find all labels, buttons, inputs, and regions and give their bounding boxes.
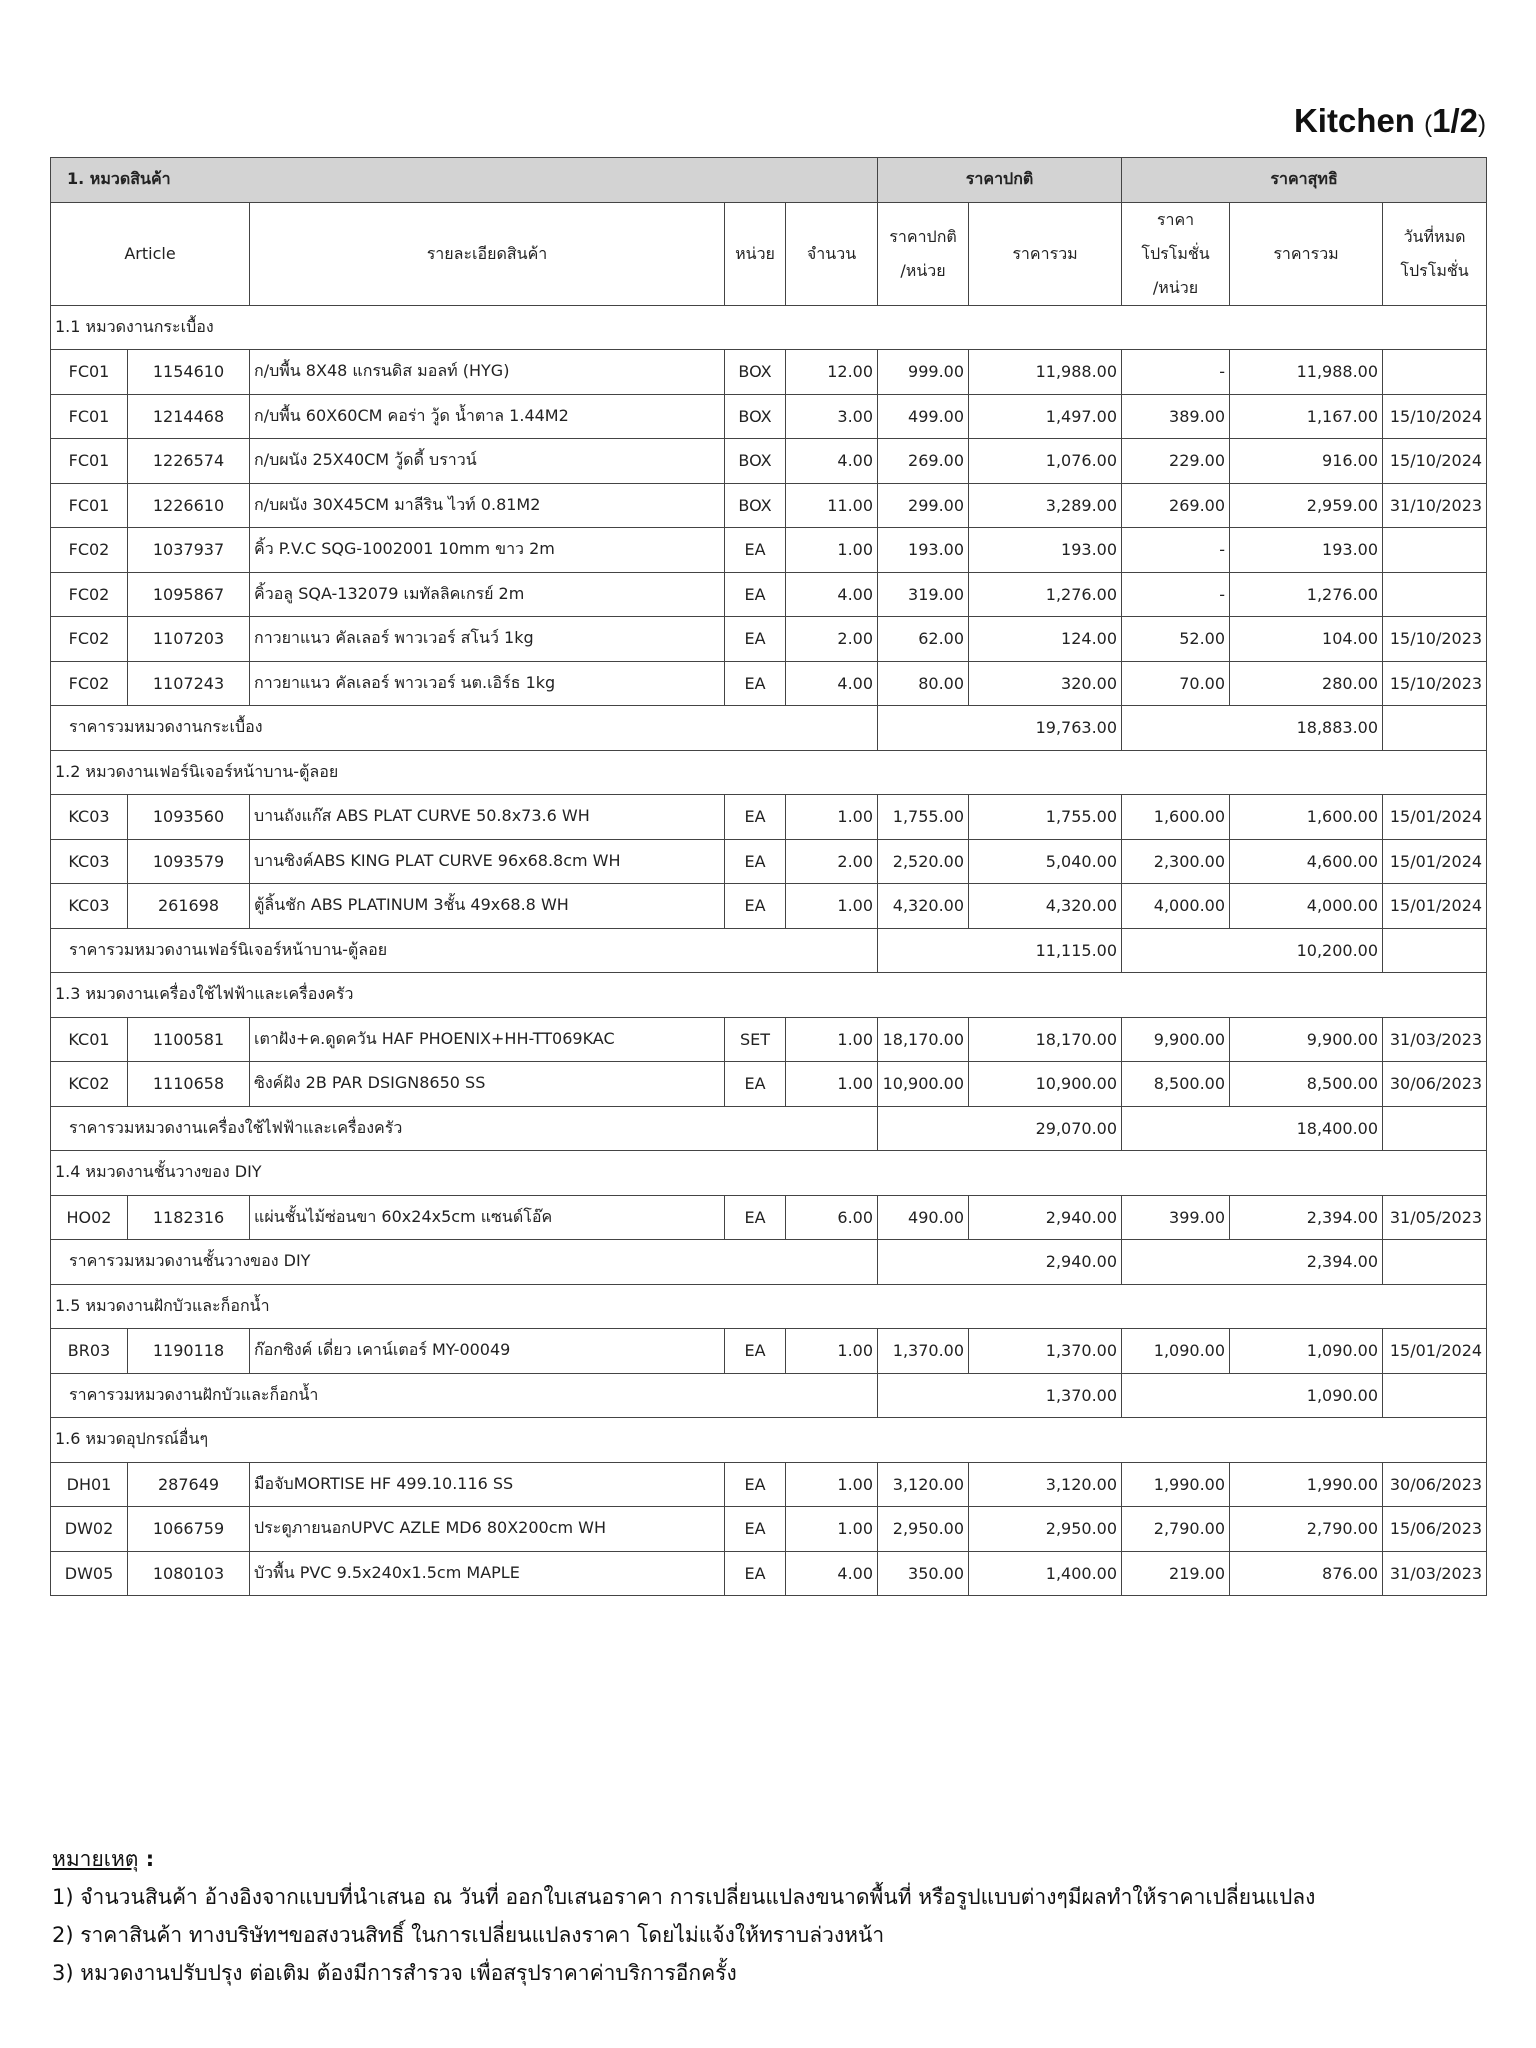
- item-net-total: 1,090.00: [1230, 1329, 1383, 1374]
- subtotal-empty: [1383, 1240, 1487, 1285]
- item-total: 3,120.00: [969, 1462, 1122, 1507]
- subtotal-empty: [1383, 706, 1487, 751]
- table-row: [51, 1062, 1487, 1107]
- item-description: บัวพื้น PVC 9.5x240x1.5cm MAPLE: [250, 1551, 725, 1596]
- item-unit: EA: [725, 839, 786, 884]
- subtotal-value: 2,940.00: [878, 1240, 1122, 1285]
- item-article: 287649: [128, 1462, 250, 1507]
- item-expiry: 15/10/2023: [1383, 617, 1487, 662]
- item-qty: 1.00: [786, 795, 878, 840]
- item-code: KC01: [51, 1017, 128, 1062]
- item-unit: BOX: [725, 483, 786, 528]
- item-expiry: [1383, 572, 1487, 617]
- item-description: บานซิงค์ABS KING PLAT CURVE 96x68.8cm WH: [250, 839, 725, 884]
- item-total: 3,289.00: [969, 483, 1122, 528]
- item-price: 80.00: [878, 661, 969, 706]
- header-category: 1. หมวดสินค้า: [51, 158, 878, 203]
- item-expiry: 15/06/2023: [1383, 1507, 1487, 1552]
- subtotal-label: ราคารวมหมวดงานชั้นวางของ DIY: [51, 1240, 878, 1285]
- item-promo-price: 52.00: [1122, 617, 1230, 662]
- item-description: ก/บพื้น 60X60CM คอร่า วู้ด น้ำตาล 1.44M2: [250, 394, 725, 439]
- table-row: [51, 661, 1487, 706]
- table-row: [51, 483, 1487, 528]
- item-promo-price: 1,090.00: [1122, 1329, 1230, 1374]
- item-expiry: 30/06/2023: [1383, 1462, 1487, 1507]
- item-article: 1214468: [128, 394, 250, 439]
- col-detail: รายละเอียดสินค้า: [250, 202, 725, 305]
- item-price: 2,520.00: [878, 839, 969, 884]
- item-qty: 12.00: [786, 350, 878, 395]
- section-title: 1.5 หมวดงานฝักบัวและก็อกน้ำ: [51, 1284, 1487, 1329]
- subtotal-row: [51, 706, 1487, 751]
- item-article: 1037937: [128, 528, 250, 573]
- item-unit: EA: [725, 572, 786, 617]
- net-subtotal-value: 2,394.00: [1122, 1240, 1383, 1285]
- item-code: KC02: [51, 1062, 128, 1107]
- item-total: 11,988.00: [969, 350, 1122, 395]
- item-article: 1095867: [128, 572, 250, 617]
- notes-title-colon: :: [138, 1847, 155, 1871]
- col-expiry-line2: โปรโมชั่น: [1400, 260, 1469, 280]
- item-promo-price: -: [1122, 528, 1230, 573]
- item-expiry: [1383, 350, 1487, 395]
- item-expiry: 31/03/2023: [1383, 1017, 1487, 1062]
- quotation-table: [50, 157, 1487, 1596]
- col-promo-price: [1122, 202, 1230, 305]
- item-unit: EA: [725, 1462, 786, 1507]
- item-qty: 4.00: [786, 1551, 878, 1596]
- item-promo-price: -: [1122, 572, 1230, 617]
- item-unit: BOX: [725, 394, 786, 439]
- net-subtotal-value: 18,883.00: [1122, 706, 1383, 751]
- subtotal-value: 29,070.00: [878, 1106, 1122, 1151]
- item-description: คิ้วอลู SQA-132079 เมทัลลิคเกรย์ 2m: [250, 572, 725, 617]
- item-description: ก๊อกซิงค์ เดี่ยว เคาน์เตอร์ MY-00049: [250, 1329, 725, 1374]
- item-description: ก/บผนัง 25X40CM วู้ดดี้ บราวน์: [250, 439, 725, 484]
- section-title: 1.3 หมวดงานเครื่องใช้ไฟฟ้าและเครื่องครัว: [51, 973, 1487, 1018]
- notes-block: [52, 1840, 1315, 1992]
- item-price: 193.00: [878, 528, 969, 573]
- table-row: [51, 439, 1487, 484]
- item-code: KC03: [51, 795, 128, 840]
- col-qty: จำนวน: [786, 202, 878, 305]
- item-description: ตู้ลิ้นชัก ABS PLATINUM 3ชั้น 49x68.8 WH: [250, 884, 725, 929]
- page-title-close-paren: ): [1478, 111, 1486, 138]
- item-code: KC03: [51, 884, 128, 929]
- item-net-total: 11,988.00: [1230, 350, 1383, 395]
- item-article: 1093579: [128, 839, 250, 884]
- item-code: KC03: [51, 839, 128, 884]
- item-net-total: 193.00: [1230, 528, 1383, 573]
- item-code: FC01: [51, 350, 128, 395]
- note-item: 1) จำนวนสินค้า อ้างอิงจากแบบที่นำเสนอ ณ วันที่ ออกใบเสนอราคา การเปลี่ยนแปลงขนาดพื้นที่ หรือรูปแบบต่างๆมีผลทำให้ราคาเปลี่ยนแปลง: [52, 1885, 1316, 1909]
- item-net-total: 1,276.00: [1230, 572, 1383, 617]
- item-expiry: 31/10/2023: [1383, 483, 1487, 528]
- item-code: BR03: [51, 1329, 128, 1374]
- item-qty: 1.00: [786, 1329, 878, 1374]
- item-total: 1,276.00: [969, 572, 1122, 617]
- item-total: 1,400.00: [969, 1551, 1122, 1596]
- item-expiry: 15/01/2024: [1383, 884, 1487, 929]
- item-net-total: 1,990.00: [1230, 1462, 1383, 1507]
- item-description: กาวยาแนว คัลเลอร์ พาวเวอร์ นต.เอิร์ธ 1kg: [250, 661, 725, 706]
- item-unit: EA: [725, 795, 786, 840]
- subtotal-empty: [1383, 1106, 1487, 1151]
- item-unit: EA: [725, 1195, 786, 1240]
- item-price: 299.00: [878, 483, 969, 528]
- item-expiry: 15/10/2024: [1383, 394, 1487, 439]
- item-price: 1,755.00: [878, 795, 969, 840]
- subtotal-value: 19,763.00: [878, 706, 1122, 751]
- table-row: [51, 1017, 1487, 1062]
- item-unit: EA: [725, 1507, 786, 1552]
- col-expiry-line1: วันที่หมด: [1403, 226, 1466, 246]
- table-row: [51, 528, 1487, 573]
- item-article: 1107203: [128, 617, 250, 662]
- subtotal-value: 1,370.00: [878, 1373, 1122, 1418]
- item-net-total: 876.00: [1230, 1551, 1383, 1596]
- item-description: มือจับMORTISE HF 499.10.116 SS: [250, 1462, 725, 1507]
- item-total: 1,755.00: [969, 795, 1122, 840]
- item-description: ก/บผนัง 30X45CM มาลีริน ไวท์ 0.81M2: [250, 483, 725, 528]
- item-unit: SET: [725, 1017, 786, 1062]
- item-unit: EA: [725, 1551, 786, 1596]
- item-description: เตาฝัง+ค.ดูดควัน HAF PHOENIX+HH-TT069KAC: [250, 1017, 725, 1062]
- note-item: 3) หมวดงานปรับปรุง ต่อเติม ต้องมีการสำรวจ เพื่อสรุปราคาค่าบริการอีกครั้ง: [52, 1961, 737, 1985]
- notes-title: หมายเหตุ: [52, 1847, 139, 1871]
- item-price: 18,170.00: [878, 1017, 969, 1062]
- table-row: [51, 617, 1487, 662]
- item-article: 261698: [128, 884, 250, 929]
- item-article: 1182316: [128, 1195, 250, 1240]
- item-promo-price: 1,990.00: [1122, 1462, 1230, 1507]
- item-code: HO02: [51, 1195, 128, 1240]
- item-qty: 4.00: [786, 439, 878, 484]
- item-price: 999.00: [878, 350, 969, 395]
- table-row: [51, 1329, 1487, 1374]
- section-header-row: [51, 1284, 1487, 1329]
- item-net-total: 1,167.00: [1230, 394, 1383, 439]
- item-article: 1226574: [128, 439, 250, 484]
- item-description: แผ่นชั้นไม้ซ่อนขา 60x24x5cm แซนด์โอ๊ค: [250, 1195, 725, 1240]
- item-net-total: 2,790.00: [1230, 1507, 1383, 1552]
- item-total: 4,320.00: [969, 884, 1122, 929]
- col-promo-line3: /หน่วย: [1152, 277, 1199, 297]
- page-title-open-paren: (: [1424, 111, 1433, 138]
- item-price: 62.00: [878, 617, 969, 662]
- item-qty: 1.00: [786, 884, 878, 929]
- item-code: FC02: [51, 572, 128, 617]
- table-row: [51, 839, 1487, 884]
- item-price: 269.00: [878, 439, 969, 484]
- item-code: DW02: [51, 1507, 128, 1552]
- item-net-total: 916.00: [1230, 439, 1383, 484]
- item-article: 1066759: [128, 1507, 250, 1552]
- item-expiry: 15/01/2024: [1383, 839, 1487, 884]
- item-net-total: 9,900.00: [1230, 1017, 1383, 1062]
- item-qty: 4.00: [786, 572, 878, 617]
- item-code: FC02: [51, 617, 128, 662]
- item-net-total: 2,959.00: [1230, 483, 1383, 528]
- section-header-row: [51, 305, 1487, 350]
- item-total: 2,950.00: [969, 1507, 1122, 1552]
- section-header-row: [51, 1151, 1487, 1196]
- col-article: Article: [51, 202, 250, 305]
- table-row: [51, 1551, 1487, 1596]
- item-net-total: 4,000.00: [1230, 884, 1383, 929]
- item-net-total: 4,600.00: [1230, 839, 1383, 884]
- item-total: 5,040.00: [969, 839, 1122, 884]
- section-header-row: [51, 973, 1487, 1018]
- item-unit: EA: [725, 884, 786, 929]
- item-total: 1,370.00: [969, 1329, 1122, 1374]
- item-expiry: 15/01/2024: [1383, 795, 1487, 840]
- item-total: 1,497.00: [969, 394, 1122, 439]
- table-row: [51, 1462, 1487, 1507]
- item-net-total: 1,600.00: [1230, 795, 1383, 840]
- item-qty: 2.00: [786, 839, 878, 884]
- item-expiry: 15/01/2024: [1383, 1329, 1487, 1374]
- subtotal-label: ราคารวมหมวดงานกระเบื้อง: [51, 706, 878, 751]
- item-article: 1110658: [128, 1062, 250, 1107]
- col-price-line1: ราคาปกติ: [889, 226, 957, 246]
- item-description: ประตูภายนอกUPVC AZLE MD6 80X200cm WH: [250, 1507, 725, 1552]
- item-total: 1,076.00: [969, 439, 1122, 484]
- table-row: [51, 350, 1487, 395]
- table-row: [51, 795, 1487, 840]
- item-qty: 1.00: [786, 1062, 878, 1107]
- subtotal-row: [51, 928, 1487, 973]
- item-unit: EA: [725, 528, 786, 573]
- item-code: FC02: [51, 528, 128, 573]
- item-price: 4,320.00: [878, 884, 969, 929]
- net-subtotal-value: 10,200.00: [1122, 928, 1383, 973]
- subtotal-row: [51, 1240, 1487, 1285]
- item-promo-price: 9,900.00: [1122, 1017, 1230, 1062]
- col-unit: หน่วย: [725, 202, 786, 305]
- section-title: 1.4 หมวดงานชั้นวางของ DIY: [51, 1151, 1487, 1196]
- col-price-line2: /หน่วย: [900, 260, 946, 280]
- table-row: [51, 1507, 1487, 1552]
- item-unit: EA: [725, 1329, 786, 1374]
- section-title: 1.2 หมวดงานเฟอร์นิเจอร์หน้าบาน-ตู้ลอย: [51, 750, 1487, 795]
- item-total: 124.00: [969, 617, 1122, 662]
- col-promo-line1: ราคา: [1156, 209, 1195, 229]
- item-code: DH01: [51, 1462, 128, 1507]
- col-net-total: ราคารวม: [1230, 202, 1383, 305]
- item-article: 1190118: [128, 1329, 250, 1374]
- item-promo-price: 8,500.00: [1122, 1062, 1230, 1107]
- item-qty: 2.00: [786, 617, 878, 662]
- item-unit: EA: [725, 617, 786, 662]
- subtotal-row: [51, 1106, 1487, 1151]
- item-expiry: [1383, 528, 1487, 573]
- item-qty: 1.00: [786, 1462, 878, 1507]
- item-qty: 3.00: [786, 394, 878, 439]
- item-qty: 4.00: [786, 661, 878, 706]
- item-total: 320.00: [969, 661, 1122, 706]
- net-subtotal-value: 18,400.00: [1122, 1106, 1383, 1151]
- item-promo-price: 70.00: [1122, 661, 1230, 706]
- header-net-price: ราคาสุทธิ: [1122, 158, 1487, 203]
- item-total: 193.00: [969, 528, 1122, 573]
- item-price: 319.00: [878, 572, 969, 617]
- header-row-groups: [51, 158, 1487, 203]
- table-row: [51, 572, 1487, 617]
- table-row: [51, 394, 1487, 439]
- item-description: บานถังแก๊ส ABS PLAT CURVE 50.8x73.6 WH: [250, 795, 725, 840]
- item-code: DW05: [51, 1551, 128, 1596]
- subtotal-empty: [1383, 928, 1487, 973]
- col-promo-line2: โปรโมชั่น: [1141, 243, 1210, 263]
- item-code: FC02: [51, 661, 128, 706]
- section-title: 1.1 หมวดงานกระเบื้อง: [51, 305, 1487, 350]
- item-unit: BOX: [725, 439, 786, 484]
- item-qty: 1.00: [786, 1507, 878, 1552]
- item-promo-price: 389.00: [1122, 394, 1230, 439]
- item-price: 10,900.00: [878, 1062, 969, 1107]
- item-article: 1107243: [128, 661, 250, 706]
- item-net-total: 2,394.00: [1230, 1195, 1383, 1240]
- item-article: 1154610: [128, 350, 250, 395]
- item-description: ซิงค์ฝัง 2B PAR DSIGN8650 SS: [250, 1062, 725, 1107]
- item-price: 350.00: [878, 1551, 969, 1596]
- section-header-row: [51, 1418, 1487, 1463]
- item-code: FC01: [51, 439, 128, 484]
- section-header-row: [51, 750, 1487, 795]
- item-total: 2,940.00: [969, 1195, 1122, 1240]
- item-qty: 1.00: [786, 1017, 878, 1062]
- item-code: FC01: [51, 394, 128, 439]
- item-price: 3,120.00: [878, 1462, 969, 1507]
- note-item: 2) ราคาสินค้า ทางบริษัทฯขอสงวนสิทธิ์ ในการเปลี่ยนแปลงราคา โดยไม่แจ้งให้ทราบล่วงหน้า: [52, 1923, 885, 1947]
- item-expiry: 15/10/2023: [1383, 661, 1487, 706]
- item-promo-price: 399.00: [1122, 1195, 1230, 1240]
- item-unit: BOX: [725, 350, 786, 395]
- item-promo-price: 2,790.00: [1122, 1507, 1230, 1552]
- item-price: 1,370.00: [878, 1329, 969, 1374]
- item-price: 490.00: [878, 1195, 969, 1240]
- subtotal-empty: [1383, 1373, 1487, 1418]
- item-qty: 11.00: [786, 483, 878, 528]
- item-article: 1226610: [128, 483, 250, 528]
- item-article: 1093560: [128, 795, 250, 840]
- item-net-total: 104.00: [1230, 617, 1383, 662]
- item-code: FC01: [51, 483, 128, 528]
- item-total: 18,170.00: [969, 1017, 1122, 1062]
- item-expiry: 31/05/2023: [1383, 1195, 1487, 1240]
- item-promo-price: 2,300.00: [1122, 839, 1230, 884]
- section-title: 1.6 หมวดอุปกรณ์อื่นๆ: [51, 1418, 1487, 1463]
- item-price: 2,950.00: [878, 1507, 969, 1552]
- subtotal-label: ราคารวมหมวดงานฝักบัวและก็อกน้ำ: [51, 1373, 878, 1418]
- item-promo-price: 269.00: [1122, 483, 1230, 528]
- subtotal-row: [51, 1373, 1487, 1418]
- net-subtotal-value: 1,090.00: [1122, 1373, 1383, 1418]
- page-number: 1/2: [1432, 102, 1478, 139]
- header-regular-price: ราคาปกติ: [878, 158, 1122, 203]
- page-title: [1294, 102, 1486, 140]
- subtotal-label: ราคารวมหมวดงานเครื่องใช้ไฟฟ้าและเครื่องครัว: [51, 1106, 878, 1151]
- table-row: [51, 884, 1487, 929]
- table-row: [51, 1195, 1487, 1240]
- header-row-columns: [51, 202, 1487, 305]
- item-net-total: 280.00: [1230, 661, 1383, 706]
- item-qty: 1.00: [786, 528, 878, 573]
- col-promo-expiry: [1383, 202, 1487, 305]
- item-description: ก/บพื้น 8X48 แกรนดิส มอลท์ (HYG): [250, 350, 725, 395]
- subtotal-value: 11,115.00: [878, 928, 1122, 973]
- subtotal-label: ราคารวมหมวดงานเฟอร์นิเจอร์หน้าบาน-ตู้ลอย: [51, 928, 878, 973]
- item-promo-price: 4,000.00: [1122, 884, 1230, 929]
- col-total: ราคารวม: [969, 202, 1122, 305]
- item-promo-price: -: [1122, 350, 1230, 395]
- item-unit: EA: [725, 1062, 786, 1107]
- item-expiry: 31/03/2023: [1383, 1551, 1487, 1596]
- item-qty: 6.00: [786, 1195, 878, 1240]
- item-price: 499.00: [878, 394, 969, 439]
- item-net-total: 8,500.00: [1230, 1062, 1383, 1107]
- item-article: 1100581: [128, 1017, 250, 1062]
- item-promo-price: 219.00: [1122, 1551, 1230, 1596]
- item-description: คิ้ว P.V.C SQG-1002001 10mm ขาว 2m: [250, 528, 725, 573]
- item-total: 10,900.00: [969, 1062, 1122, 1107]
- item-description: กาวยาแนว คัลเลอร์ พาวเวอร์ สโนว์ 1kg: [250, 617, 725, 662]
- col-price-per-unit: [878, 202, 969, 305]
- item-expiry: 15/10/2024: [1383, 439, 1487, 484]
- page-title-text: Kitchen: [1293, 102, 1415, 139]
- item-article: 1080103: [128, 1551, 250, 1596]
- item-promo-price: 229.00: [1122, 439, 1230, 484]
- item-promo-price: 1,600.00: [1122, 795, 1230, 840]
- item-expiry: 30/06/2023: [1383, 1062, 1487, 1107]
- item-unit: EA: [725, 661, 786, 706]
